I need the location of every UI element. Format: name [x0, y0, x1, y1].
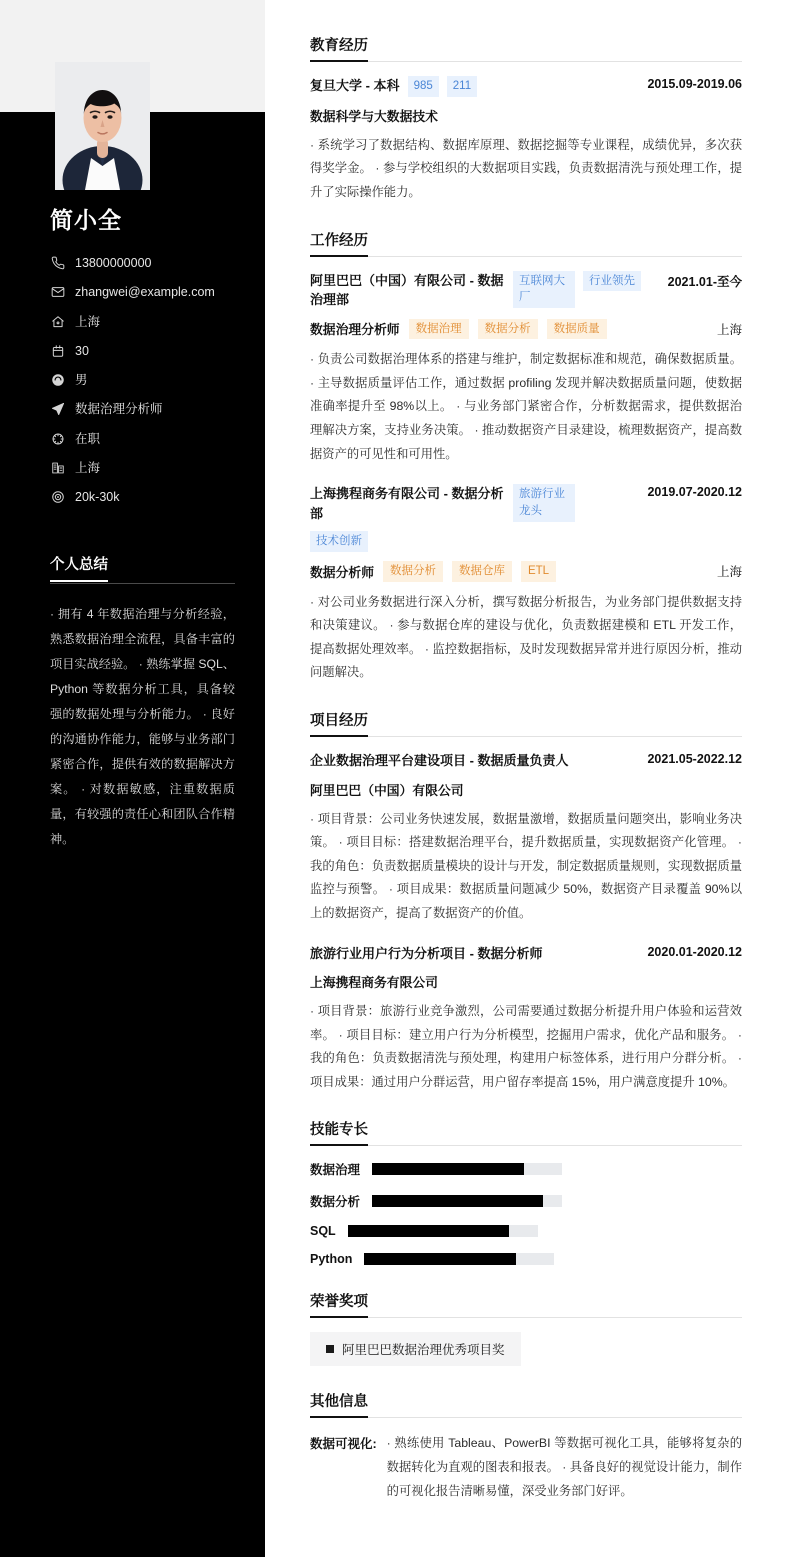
skill-row: [310, 1160, 742, 1178]
other-info-header: [310, 1390, 742, 1418]
project-entry: [310, 944, 746, 1095]
company-name: 上海携程商务有限公司 - 数据分析部: [310, 486, 504, 521]
skills-header: [310, 1118, 742, 1146]
main-content: [265, 0, 794, 1557]
honors-header: [310, 1290, 742, 1318]
project-description: · 项目背景：旅游行业竞争激烈，公司需要通过数据分析提升用户体验和运营效率。 · 项目目标：建立用户行为分析模型，挖掘用户需求，优化产品和服务。 · 我的角色：负责数据清洗与预处理，构建用户标签体系，进行用户分群分析。 · 项目成果：通过用户分群运营，用户留存率提高 15%，用户满意度提升 10%。: [310, 1004, 746, 1089]
skill-progress-fill: [372, 1195, 543, 1207]
education-description: · 系统学习了数据结构、数据库原理、数据挖掘等专业课程，成绩优异，多次获得奖学金。 · 参与学校组织的大数据项目实践，负责数据清洗与预处理工作，提升了实际操作能力。: [310, 137, 742, 199]
education-header: [310, 34, 742, 62]
section-work: [310, 229, 746, 686]
contact-value: 13800000000: [75, 256, 152, 270]
project-company: 阿里巴巴（中国）有限公司: [310, 782, 464, 798]
company-tag: 技术创新: [310, 531, 368, 552]
work-date: 2021.01-至今: [667, 274, 742, 289]
contact-list: [50, 255, 235, 505]
work-entry: [310, 271, 746, 467]
contact-value: 上海: [75, 460, 101, 475]
contact-item-email: [50, 284, 235, 300]
summary-divider: [50, 583, 235, 584]
contact-item-phone: [50, 255, 235, 271]
contact-item-work-city: [50, 460, 235, 476]
section-other-info: [310, 1390, 742, 1503]
summary-section: [50, 553, 235, 852]
skill-progress-fill: [372, 1163, 524, 1175]
section-title: 项目经历: [310, 709, 368, 737]
role-group: [310, 319, 607, 340]
role-group: [310, 561, 556, 582]
work-entry-header: [310, 271, 742, 310]
skill-tag: 数据分析: [383, 561, 443, 582]
contact-item-salary: [50, 489, 235, 505]
skill-row: [310, 1252, 742, 1266]
education-entry-header: [310, 76, 742, 97]
section-title: 技能专长: [310, 1118, 368, 1146]
skill-label: 数据分析: [310, 1195, 361, 1210]
skill-tag: ETL: [521, 561, 556, 582]
summary-title: 个人总结: [50, 553, 108, 582]
section-divider: [310, 1417, 742, 1418]
work-date: 2019.07-2020.12: [647, 485, 742, 500]
project-entry-header: [310, 751, 742, 771]
summary-text: · 拥有 4 年数据治理与分析经验，熟悉数据治理全流程，具备丰富的项目实战经验。 · 熟练掌握 SQL、Python 等数据分析工具，具备较强的数据处理与分析能力。 · 良好的沟通协作能力，能够与业务部门紧密合作，提供有效的数据解决方案。 · 对数据敏感，注重数据质量，有较强的责任心和团队合作精神。: [50, 607, 235, 847]
gender-icon: [50, 373, 65, 388]
contact-item-age: [50, 343, 235, 359]
section-divider: [310, 256, 742, 257]
rocket-icon: [50, 402, 65, 417]
project-description: · 项目背景：公司业务快速发展，数据量激增，数据质量问题突出，影响业务决策。 · 项目目标：搭建数据治理平台，提升数据质量，实现数据资产化管理。 · 我的角色：负责数据质量模块的设计与开发，制定数据质量规则，实现数据质量监控与预警。 · 项目成果：数据质量问题减少 50%，数据资产目录覆盖 90%以上的数据资产，提高了数据资产的价值。: [310, 811, 746, 920]
skill-progress-bar: [364, 1253, 554, 1265]
school-tag: 211: [447, 76, 477, 97]
skill-label: SQL: [310, 1224, 336, 1239]
project-entry-header: [310, 944, 742, 964]
work-entry-left: [310, 484, 637, 552]
skill-label: Python: [310, 1252, 353, 1267]
project-entry-left: [310, 944, 637, 964]
section-honors: [310, 1290, 742, 1366]
work-header: [310, 229, 742, 257]
work-description: · 对公司业务数据进行深入分析，撰写数据分析报告，为业务部门提供数据支持和决策建议。 · 参与数据仓库的建设与优化，负责数据建模和 ETL 开发工作，提高数据处理效率。 · 监控数据指标，及时发现数据异常并进行原因分析，推动问题解决。: [310, 594, 742, 680]
company-tag: 互联网大厂: [513, 271, 575, 308]
education-entry: [310, 76, 742, 205]
contact-item-status: [50, 431, 235, 447]
contact-item-hometown: [50, 314, 235, 330]
calendar-icon: [50, 343, 65, 358]
project-entry-left: [310, 751, 637, 771]
skill-label: 数据治理: [310, 1163, 361, 1178]
work-role-row: [310, 319, 742, 340]
section-divider: [310, 61, 742, 62]
avatar: [55, 62, 150, 190]
section-divider: [310, 1317, 742, 1318]
work-location: 上海: [716, 565, 742, 580]
project-name: 旅游行业用户行为分析项目 - 数据分析师: [310, 945, 543, 961]
skill-progress-fill: [364, 1253, 516, 1265]
contact-item-gender: [50, 372, 235, 388]
project-date: 2021.05-2022.12: [647, 752, 742, 766]
work-entry-left: [310, 271, 658, 310]
section-title: 工作经历: [310, 229, 368, 257]
section-divider: [310, 736, 742, 737]
contact-value: 20k-30k: [75, 490, 120, 504]
contact-value: 数据治理分析师: [75, 402, 163, 417]
work-entry: [310, 484, 742, 685]
mail-icon: [50, 285, 65, 300]
status-icon: [50, 431, 65, 446]
education-major: 数据科学与大数据技术: [310, 108, 438, 124]
other-info-text: · 熟练使用 Tableau、PowerBI 等数据可视化工具，能够将复杂的数据转化为直观的图表和报表。 · 具备良好的视觉设计能力，制作的可视化报告清晰易懂，深受业务部门好评。: [386, 1436, 742, 1498]
project-company: 上海携程商务有限公司: [310, 975, 438, 991]
section-projects: [310, 709, 746, 1094]
company-tag: 旅游行业龙头: [513, 484, 575, 521]
skill-progress-bar: [372, 1195, 562, 1207]
contact-value: 男: [75, 373, 88, 387]
work-description: · 负责公司数据治理体系的搭建与维护，制定数据标准和规范，确保数据质量。 · 主导数据质量评估工作，通过数据 profiling 发现并解决数据质量问题，使数据准确率提升至 98%以上。 · 与业务部门紧密合作，分析数据需求，提供数据治理解决方案，支持业务决策。 · 推动数据资产目录建设，梳理数据资产，提高数据资产的可见性和可用性。: [310, 352, 746, 461]
building-icon: [50, 460, 65, 475]
skill-row: [310, 1224, 742, 1238]
section-title: 其他信息: [310, 1390, 368, 1418]
other-info-label: 数据可视化:: [310, 1437, 377, 1452]
job-title: 数据治理分析师: [310, 322, 400, 338]
honor-item: [310, 1332, 521, 1366]
education-entry-left: [310, 76, 637, 97]
skill-progress-fill: [348, 1225, 510, 1237]
section-title: 教育经历: [310, 34, 368, 62]
honor-label: 阿里巴巴数据治理优秀项目奖: [342, 1343, 505, 1358]
section-skills: [310, 1118, 742, 1266]
skill-tag: 数据质量: [547, 319, 607, 340]
other-info-row: [310, 1432, 742, 1503]
skill-tag: 数据仓库: [452, 561, 512, 582]
contact-item-position: [50, 401, 235, 417]
project-date: 2020.01-2020.12: [647, 944, 742, 959]
work-role-row: [310, 561, 742, 582]
skill-tag: 数据治理: [409, 319, 469, 340]
contact-value: 在职: [75, 431, 101, 446]
phone-icon: [50, 256, 65, 271]
school-tag: 985: [408, 76, 439, 97]
sidebar: [0, 0, 265, 1557]
work-location: 上海: [716, 322, 742, 337]
project-entry: [310, 751, 746, 926]
school-name: 复旦大学 - 本科: [310, 78, 400, 93]
skill-progress-bar: [348, 1225, 538, 1237]
projects-header: [310, 709, 742, 737]
skill-progress-bar: [372, 1163, 562, 1175]
section-divider: [310, 1145, 742, 1146]
project-name: 企业数据治理平台建设项目 - 数据质量负责人: [310, 753, 569, 768]
section-education: [310, 34, 742, 205]
contact-value: zhangwei@example.com: [75, 285, 215, 300]
bullet-square-icon: [326, 1345, 334, 1353]
contact-value: 上海: [75, 314, 101, 329]
contact-value: 30: [75, 343, 89, 358]
target-icon: [50, 490, 65, 505]
company-tag: 行业领先: [583, 271, 641, 292]
education-date: 2015.09-2019.06: [647, 77, 742, 91]
skill-tag: 数据分析: [478, 319, 538, 340]
company-name: 阿里巴巴（中国）有限公司 - 数据治理部: [310, 272, 504, 307]
person-name: 简小全: [50, 207, 122, 233]
home-icon: [50, 314, 65, 329]
work-entry-header: [310, 484, 742, 552]
section-title: 荣誉奖项: [310, 1290, 368, 1318]
skill-row: [310, 1192, 742, 1210]
job-title: 数据分析师: [310, 564, 374, 580]
